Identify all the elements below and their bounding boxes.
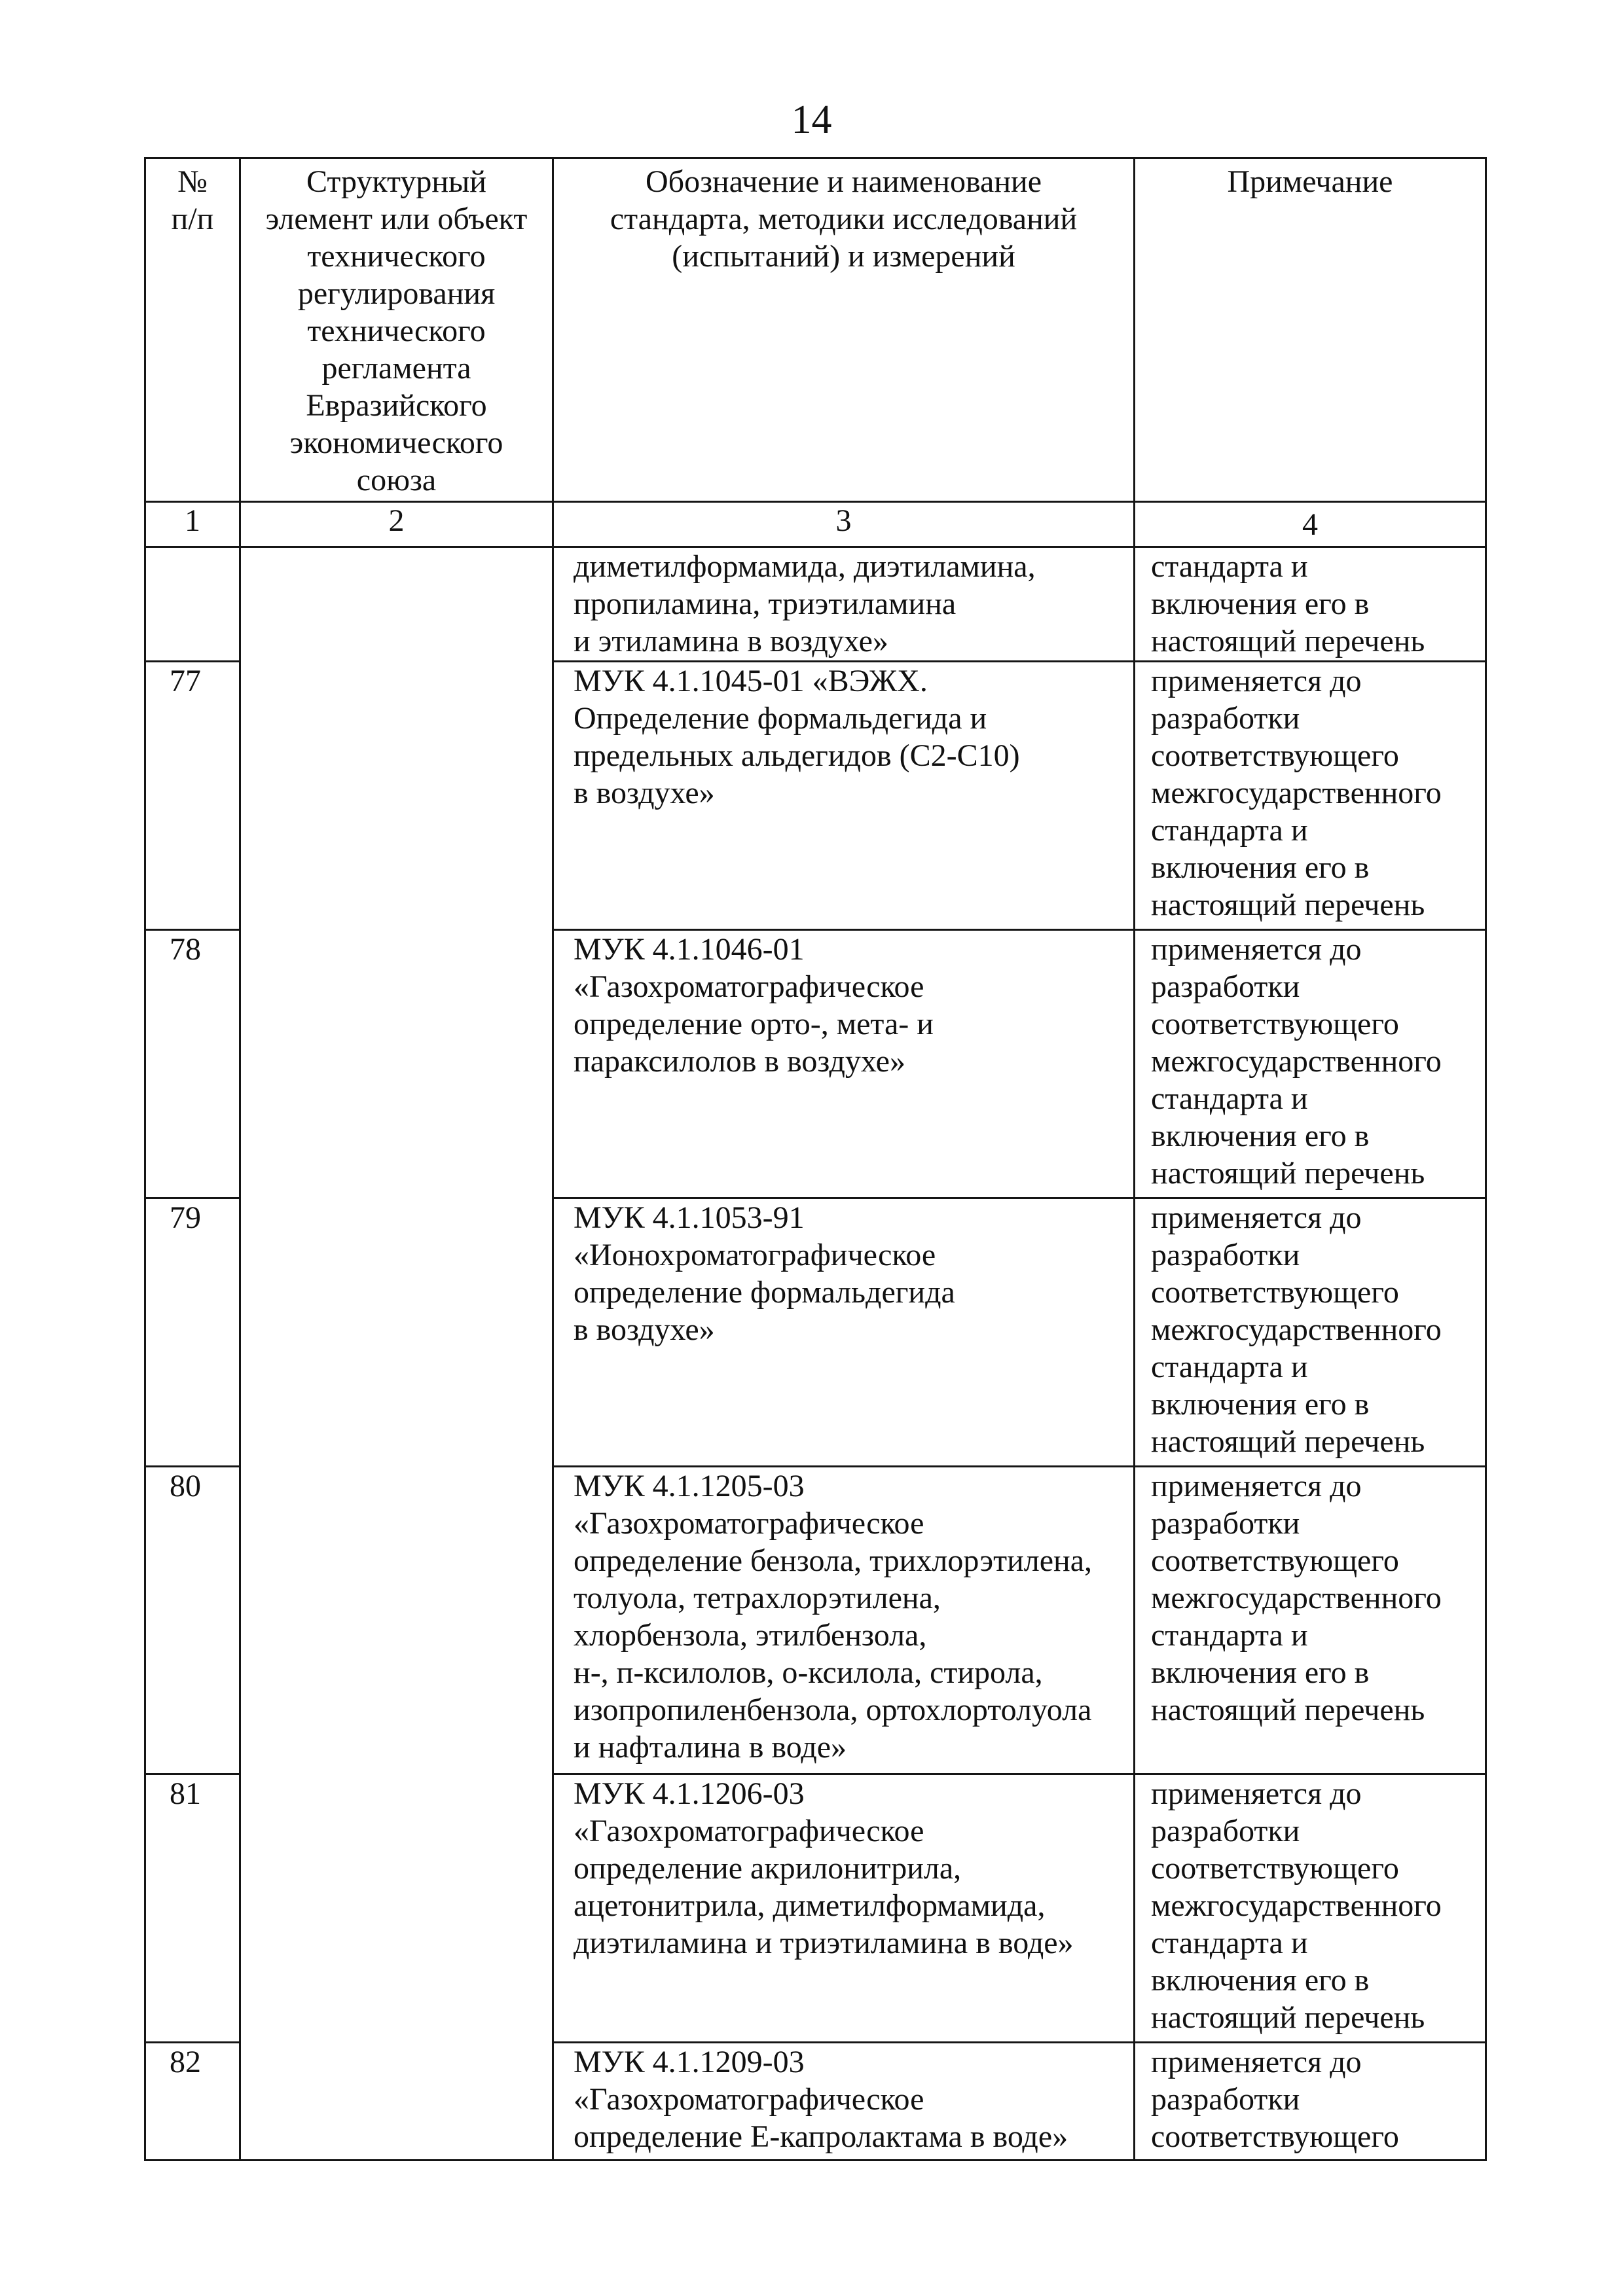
row-number: 79 [145, 1198, 240, 1467]
row-number: 81 [145, 1774, 240, 2043]
header-standard-designation: Обозначение и наименование стандарта, методики исследований (испытаний) и измерений [553, 158, 1135, 502]
standards-table [144, 157, 1487, 2161]
row-number [145, 547, 240, 662]
column-number-1: 1 [145, 502, 240, 547]
table-row [145, 547, 1486, 662]
row-number: 77 [145, 662, 240, 930]
table-header-row [145, 158, 1486, 502]
header-structural-element: Структурный элемент или объект технического регулирования технического регламента Евразийского экономического союза [240, 158, 553, 502]
standard-cell: МУК 4.1.1209-03 «Газохроматографическое определение Е-капролактама в воде» [553, 2043, 1135, 2161]
column-number-2: 2 [240, 502, 553, 547]
column-number-3: 3 [553, 502, 1135, 547]
column-number-4: 4 [1135, 502, 1486, 547]
row-number: 80 [145, 1467, 240, 1774]
page-number: 14 [791, 98, 832, 142]
standard-cell: МУК 4.1.1206-03 «Газохроматографическое определение акрилонитрила, ацетонитрила, диметилформамида, диэтиламина и триэтиламина в воде» [553, 1774, 1135, 2043]
row-number: 82 [145, 2043, 240, 2161]
note-cell: применяется до разработки соответствующего межгосударственного стандарта и включения его в настоящий перечень [1135, 662, 1486, 930]
note-cell: стандарта и включения его в настоящий перечень [1135, 547, 1486, 662]
standard-cell: диметилформамида, диэтиламина, пропиламина, триэтиламина и этиламина в воздухе» [553, 547, 1135, 662]
note-cell: применяется до разработки соответствующего межгосударственного стандарта и включения его в настоящий перечень [1135, 1774, 1486, 2043]
row-number: 78 [145, 930, 240, 1198]
header-number: № п/п [145, 158, 240, 502]
standard-cell: МУК 4.1.1205-03 «Газохроматографическое определение бензола, трихлорэтилена, толуола, тетрахлорэтилена, хлорбензола, этилбензола, н-, п-ксилолов, о-ксилола, стирола, изопропиленбензола, ортохлортолуола и нафталина в воде» [553, 1467, 1135, 1774]
note-cell: применяется до разработки соответствующего межгосударственного стандарта и включения его в настоящий перечень [1135, 1198, 1486, 1467]
note-cell: применяется до разработки соответствующего межгосударственного стандарта и включения его в настоящий перечень [1135, 930, 1486, 1198]
column-number-row [145, 502, 1486, 547]
header-note: Примечание [1135, 158, 1486, 502]
note-cell: применяется до разработки соответствующего [1135, 2043, 1486, 2161]
note-cell: применяется до разработки соответствующего межгосударственного стандарта и включения его в настоящий перечень [1135, 1467, 1486, 1774]
standard-cell: МУК 4.1.1053-91 «Ионохроматографическое определение формальдегида в воздухе» [553, 1198, 1135, 1467]
standard-cell: МУК 4.1.1046-01 «Газохроматографическое определение орто-, мета- и параксилолов в воздухе» [553, 930, 1135, 1198]
structural-element-cell [240, 547, 553, 2161]
standard-cell: МУК 4.1.1045-01 «ВЭЖХ. Определение формальдегида и предельных альдегидов (С2-С10) в воздухе» [553, 662, 1135, 930]
